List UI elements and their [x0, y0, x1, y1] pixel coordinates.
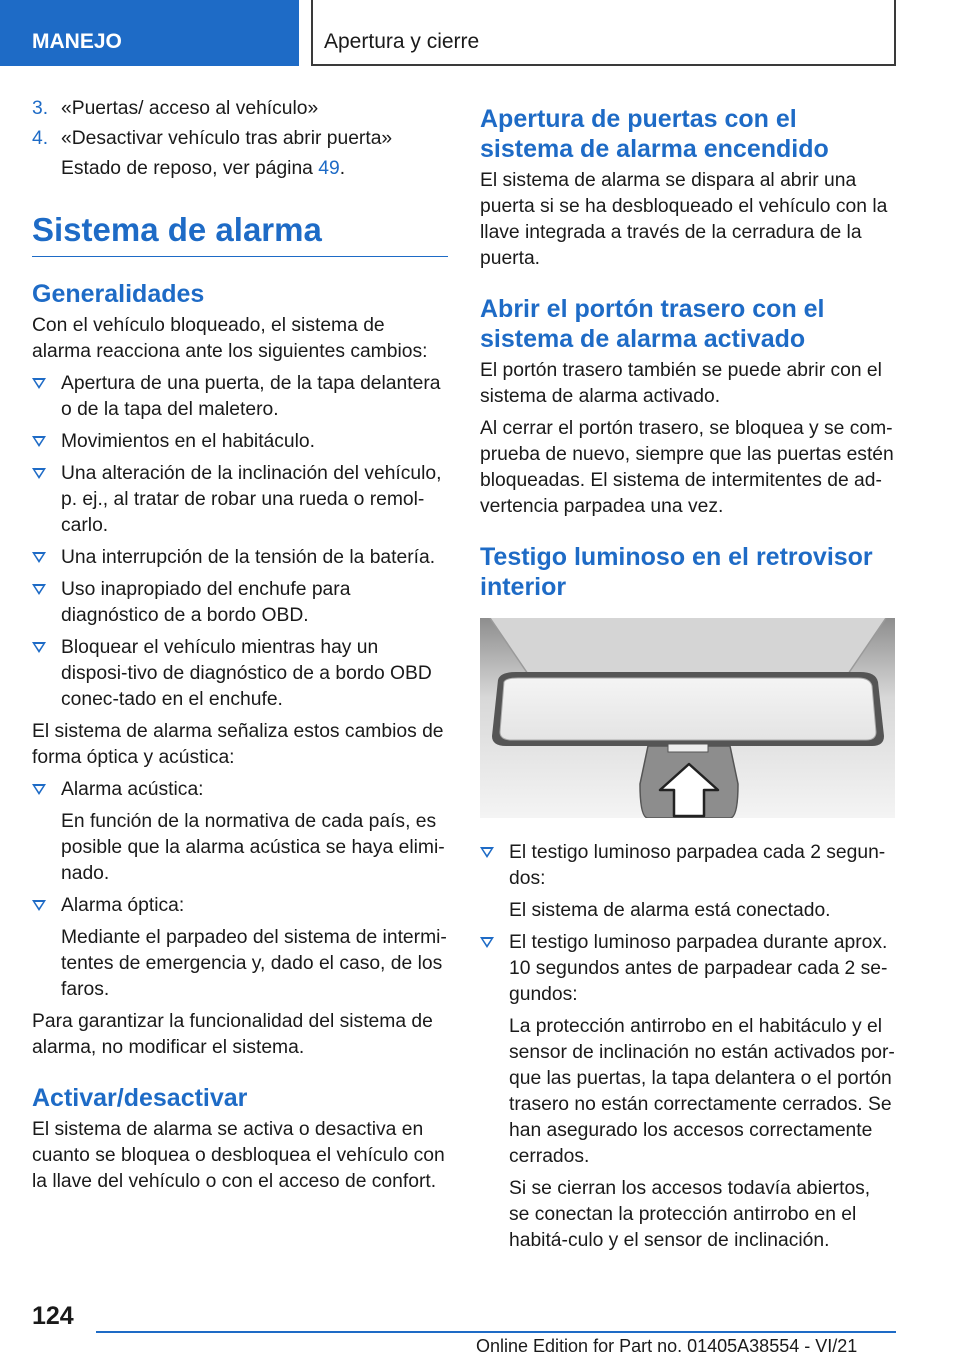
main-heading: Sistema de alarma — [32, 210, 448, 257]
section-tab — [0, 0, 299, 66]
guarantee-text: Para garantizar la funcionalidad del sistema de alarma, no modificar el sistema. — [32, 1011, 433, 1058]
change-item — [32, 577, 448, 629]
changes-list — [32, 371, 448, 713]
indicator-label: El testigo luminoso parpadea durante aprox. 10 segundos antes de parpadear cada 2 se‐gundos: — [509, 932, 888, 1005]
activate-text: El sistema de alarma se activa o desactiva en cuanto se bloquea o desbloquea el vehículo con la llave del vehículo o con el acceso de confort. — [32, 1119, 445, 1192]
triangle-bullet-icon — [32, 784, 46, 795]
header-right-border — [894, 0, 896, 66]
alarm-item — [32, 777, 448, 887]
signal-intro: El sistema de alarma señaliza estos cambios de forma óptica y acústica: — [32, 721, 444, 768]
section-heading-indicator: Testigo luminoso en el retrovisor interior — [480, 543, 873, 601]
indicator-item — [480, 930, 895, 1254]
indicator-detail: El sistema de alarma está conectado. — [509, 900, 831, 921]
triangle-bullet-icon — [32, 552, 46, 563]
list-number: 3. — [32, 98, 49, 119]
section-heading-doors: Apertura de puertas con el sistema de alarma encendido — [480, 105, 829, 163]
page-link[interactable]: 49 — [318, 158, 340, 179]
header-underline — [311, 64, 896, 66]
change-text: Movimientos en el habitáculo. — [61, 431, 316, 452]
alarm-label: Alarma acústica: — [61, 779, 204, 800]
change-text: Apertura de una puerta, de la tapa delantera o de la tapa del maletero. — [61, 373, 441, 420]
header-divider — [311, 0, 313, 66]
list-sub-post: . — [339, 158, 346, 179]
change-text: Una alteración de la inclinación del vehículo, p. ej., al tratar de robar una rueda o remol‐carlo. — [61, 463, 442, 536]
change-item — [32, 545, 448, 571]
change-item — [32, 429, 448, 455]
section-label: MANEJO — [32, 30, 122, 53]
general-intro: Con el vehículo bloqueado, el sistema de alarma reacciona ante los siguientes cambios: — [32, 315, 428, 362]
alarm-detail: En función de la normativa de cada país, es posible que la alarma acústica se haya elimi‐nado. — [61, 811, 445, 884]
list-sub-text — [32, 156, 448, 182]
doors-text: El sistema de alarma se dispara al abrir una puerta si se ha desbloqueado el vehículo con la llave integrada a través de la cerradura de la puerta. — [480, 170, 888, 269]
triangle-bullet-icon — [480, 937, 494, 948]
change-text: Uso inapropiado del enchufe para diagnóstico de a bordo OBD. — [61, 579, 351, 626]
triangle-bullet-icon — [32, 900, 46, 911]
triangle-bullet-icon — [480, 847, 494, 858]
indicator-detail: Si se cierran los accesos todavía abiertos, se conectan la protección antirrobo en el habitá‐culo y el sensor de inclinación. — [509, 1178, 871, 1251]
indicator-label: El testigo luminoso parpadea cada 2 segun‐dos: — [509, 842, 886, 889]
right-column — [480, 104, 895, 1260]
change-text: Una interrupción de la tensión de la batería. — [61, 547, 436, 568]
indicator-item — [480, 840, 895, 924]
tailgate-text-2: Al cerrar el portón trasero, se bloquea y se com‐prueba de nuevo, siempre que las puertas estén bloqueadas. El sistema de intermitentes de ad‐vertencia parpadea una vez. — [480, 418, 894, 517]
section-heading-tailgate: Abrir el portón trasero con el sistema de alarma activado — [480, 295, 825, 353]
list-number: 4. — [32, 128, 49, 149]
list-text: «Puertas/ acceso al vehículo» — [61, 98, 319, 119]
list-item — [32, 126, 448, 152]
list-item — [32, 96, 448, 122]
triangle-bullet-icon — [32, 378, 46, 389]
left-column — [32, 96, 448, 1201]
change-text: Bloquear el vehículo mientras hay un disposi‐tivo de diagnóstico de a bordo OBD conec‐tado en el enchufe. — [61, 637, 432, 710]
page-number: 124 — [32, 1302, 74, 1330]
footer-rule — [96, 1331, 896, 1333]
section-heading-general: Generalidades — [32, 280, 205, 308]
alarm-label: Alarma óptica: — [61, 895, 185, 916]
triangle-bullet-icon — [32, 436, 46, 447]
triangle-bullet-icon — [32, 468, 46, 479]
indicator-detail: La protección antirrobo en el habitáculo y el sensor de inclinación no están activados por‐que las puertas, la tapa delantera o el portón trasero no están correctamente cerrados. Se han asegurado los accesos correctamente cerrados. — [509, 1016, 895, 1167]
section-heading-activate: Activar/desactivar — [32, 1084, 248, 1112]
edition-text: Online Edition for Part no. 01405A38554 - VI/21 — [476, 1336, 858, 1356]
alarm-item — [32, 893, 448, 1003]
triangle-bullet-icon — [32, 584, 46, 595]
alarm-detail: Mediante el parpadeo del sistema de intermi‐tentes de emergencia y, dado el caso, de los faros. — [61, 927, 447, 1000]
change-item — [32, 635, 448, 713]
mirror-illustration-svg — [480, 618, 895, 818]
triangle-bullet-icon — [32, 642, 46, 653]
change-item — [32, 371, 448, 423]
chapter-title: Apertura y cierre — [324, 30, 480, 53]
rear-view-mirror-illustration — [480, 618, 895, 818]
list-sub-pre: Estado de reposo, ver página — [61, 158, 319, 179]
tailgate-text-1: El portón trasero también se puede abrir con el sistema de alarma activado. — [480, 360, 882, 407]
change-item — [32, 461, 448, 539]
list-text: «Desactivar vehículo tras abrir puerta» — [61, 128, 393, 149]
